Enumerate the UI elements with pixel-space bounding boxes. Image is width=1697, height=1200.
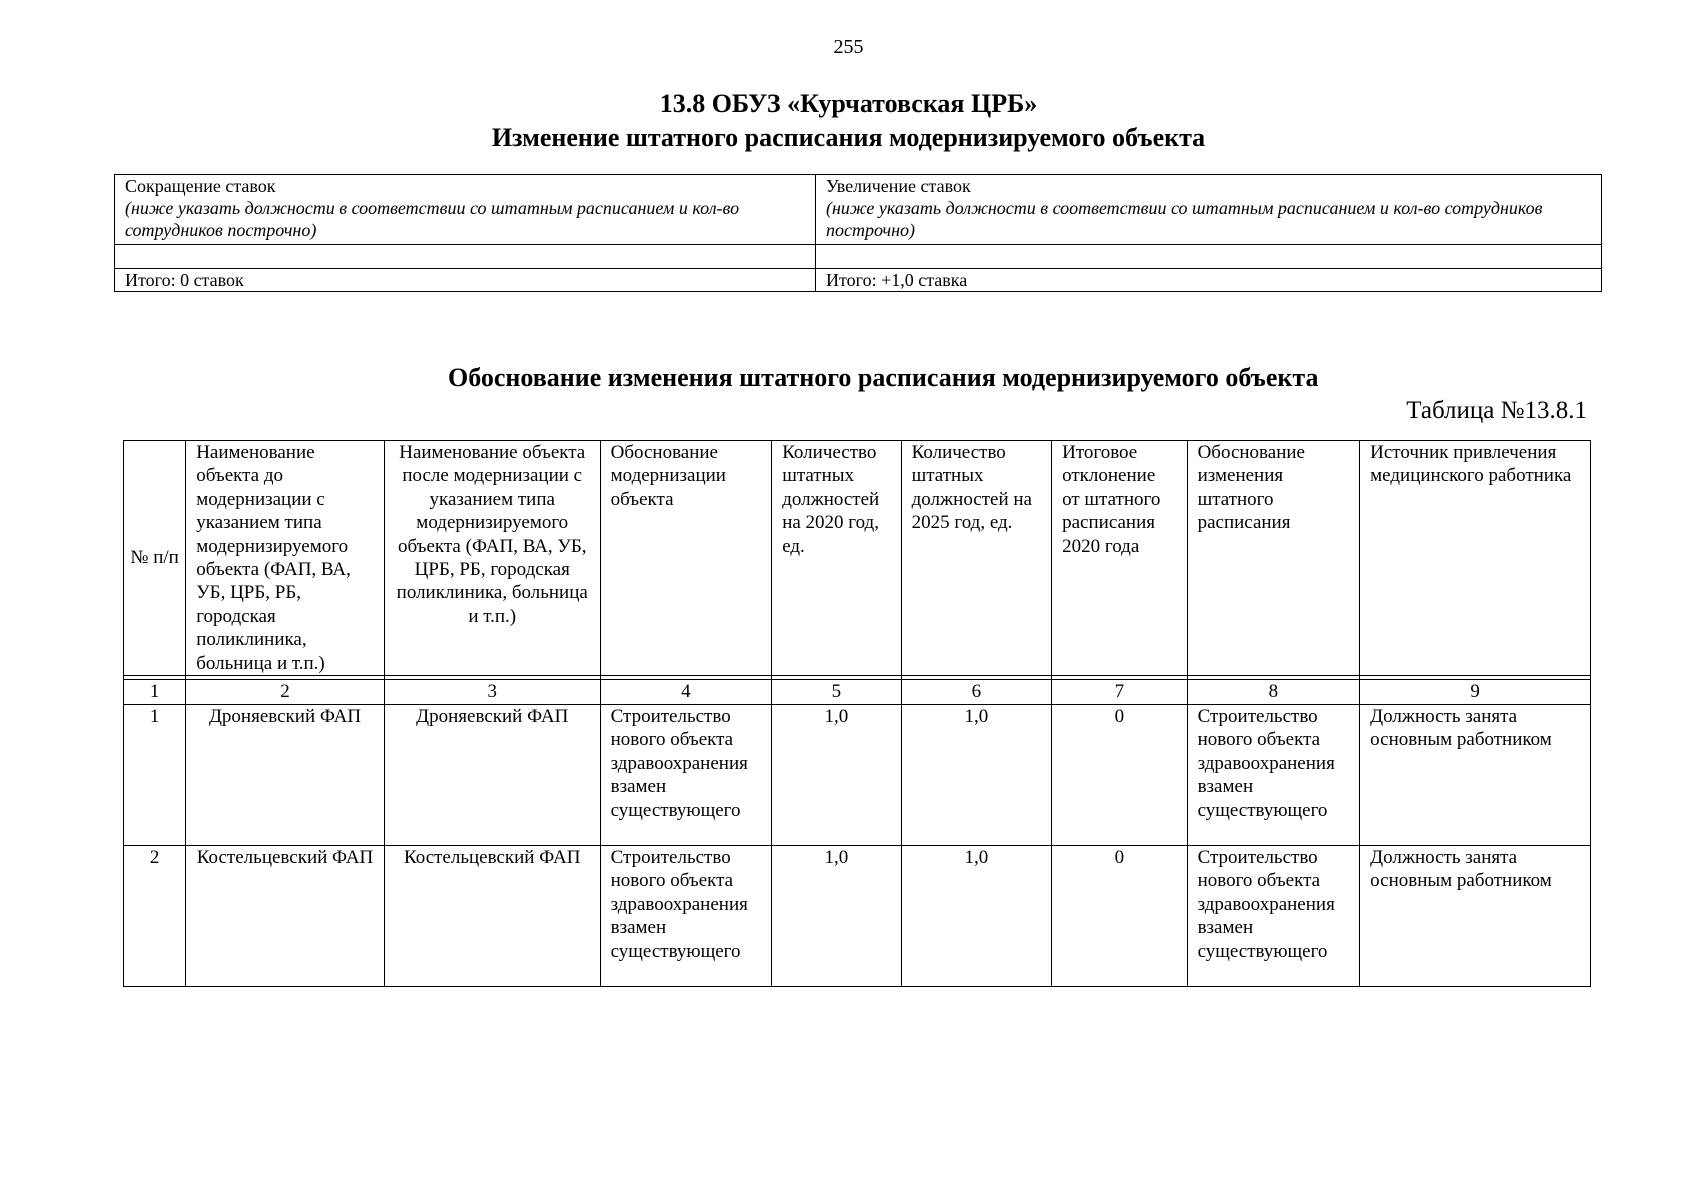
column-number: 8 [1187,680,1360,705]
staff-2020: 1,0 [772,705,901,846]
increase-total: Итого: +1,0 ставка [816,269,1602,292]
worker-source: Должность занята основным работником [1360,705,1591,846]
change-reason: Строительство нового объекта здравоохранения взамен существующего [1187,705,1360,846]
justification-title: Обоснование изменения штатного расписания модернизируемого объекта [448,363,1319,392]
empty-cell [816,245,1602,269]
increase-title: Увеличение ставок [826,176,971,196]
modernization-reason: Строительство нового объекта здравоохранения взамен существующего [600,705,772,846]
table-header-row [124,441,1591,676]
justification-table [123,440,1591,987]
header-cell-deviation: Итоговое отклонение от штатного расписания 2020 года [1052,441,1187,676]
object-after: Костельцевский ФАП [384,846,600,987]
object-after: Дроняевский ФАП [384,705,600,846]
staffing-change-header-row [115,175,1602,245]
row-number: 2 [124,846,186,987]
column-number: 9 [1360,680,1591,705]
column-number: 2 [186,680,385,705]
column-number: 7 [1052,680,1187,705]
header-cell-staff-2025: Количество штатных должностей на 2025 год, ед. [901,441,1052,676]
header-cell-worker-source: Источник привлечения медицинского работника [1360,441,1591,676]
reduction-title: Сокращение ставок [125,176,276,196]
staffing-change-table [114,174,1602,292]
worker-source: Должность занята основным работником [1360,846,1591,987]
modernization-reason: Строительство нового объекта здравоохранения взамен существующего [600,846,772,987]
header-cell-object-after: Наименование объекта после модернизации с указанием типа модернизируемого объекта (ФАП, ВА, УБ, ЦРБ, РБ, городская поликлиника, больница и т.п.) [384,441,600,676]
object-before: Костельцевский ФАП [186,846,385,987]
object-before: Дроняевский ФАП [186,705,385,846]
column-number-row [124,680,1591,705]
column-number: 6 [901,680,1052,705]
header-cell-staff-2020: Количество штатных должностей на 2020 год, ед. [772,441,901,676]
deviation: 0 [1052,846,1187,987]
header-cell-change-reason: Обоснование изменения штатного расписания [1187,441,1360,676]
page-number: 255 [833,36,864,58]
table-row [124,705,1591,846]
staff-2025: 1,0 [901,846,1052,987]
deviation: 0 [1052,705,1187,846]
staff-2020: 1,0 [772,846,901,987]
staff-2025: 1,0 [901,705,1052,846]
column-number: 5 [772,680,901,705]
empty-cell [115,245,816,269]
column-number: 4 [600,680,772,705]
reduction-header-cell [115,175,816,245]
staffing-change-empty-row [115,245,1602,269]
header-cell-modernization-reason: Обоснование модернизации объекта [600,441,772,676]
change-reason: Строительство нового объекта здравоохранения взамен существующего [1187,846,1360,987]
document-subtitle: Изменение штатного расписания модернизируемого объекта [491,123,1206,152]
header-cell-object-before: Наименование объекта до модернизации с указанием типа модернизируемого объекта (ФАП, ВА, УБ, ЦРБ, РБ, городская поликлиника, больница и т.п.) [186,441,385,676]
column-number: 3 [384,680,600,705]
table-row [124,846,1591,987]
row-number: 1 [124,705,186,846]
column-number: 1 [124,680,186,705]
table-number: Таблица №13.8.1 [1406,397,1587,424]
increase-note: (ниже указать должности в соответствии со штатным расписанием и кол-во сотрудников построчно) [826,198,1543,240]
document-title: 13.8 ОБУЗ «Курчатовская ЦРБ» [659,89,1038,118]
reduction-note: (ниже указать должности в соответствии со штатным расписанием и кол-во сотрудников построчно) [125,198,740,240]
staffing-change-total-row [115,269,1602,292]
header-cell-number: № п/п [124,441,186,676]
reduction-total: Итого: 0 ставок [115,269,816,292]
increase-header-cell [816,175,1602,245]
